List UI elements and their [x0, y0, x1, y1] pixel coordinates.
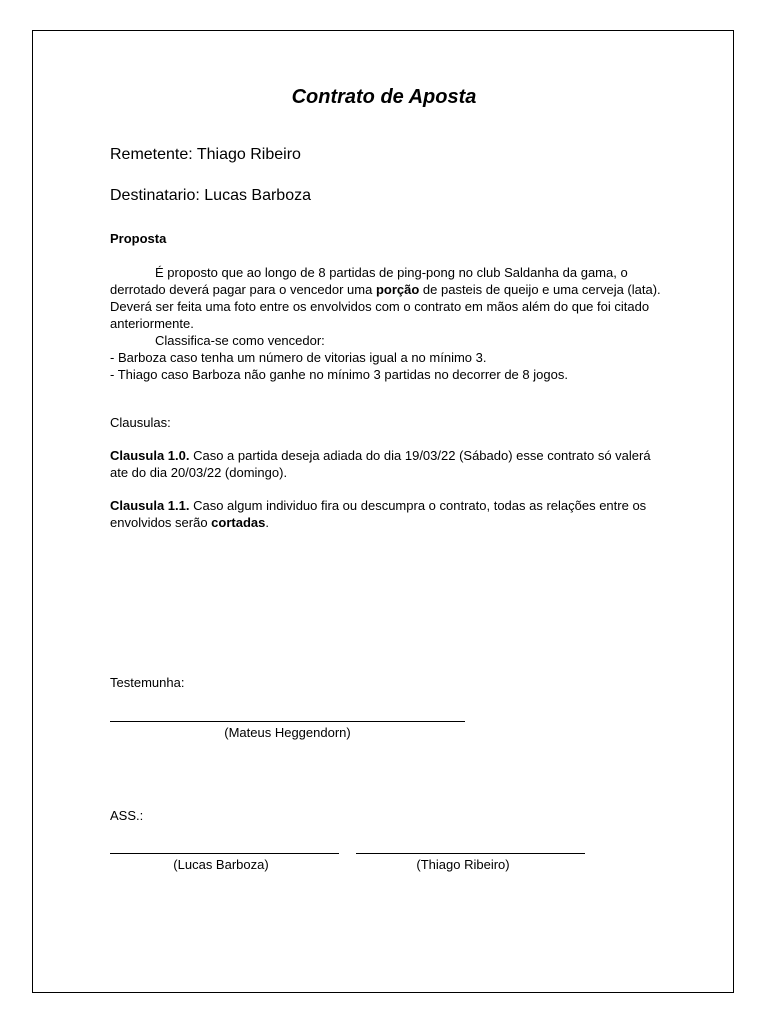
winner-intro: Classifica-se como vencedor: — [155, 333, 325, 348]
clause-1-0-text: Caso a partida deseja adiada do dia 19/03/22 (Sábado) esse contrato só valerá ate do dia 20/03/22 (domingo). — [110, 448, 651, 480]
proposal-bold-porcao: porção — [375, 282, 420, 297]
clause-1-0 — [110, 447, 662, 481]
witness-signature-line — [110, 721, 465, 722]
winner-condition-2: - Thiago caso Barboza não ganhe no mínimo 3 partidas no decorrer de 8 jogos. — [110, 367, 568, 382]
proposal-text-part-2: de pasteis de queijo e uma cerveja (lata). Deverá ser feita uma foto entre os envolvidos com o contrato em mãos além do que foi citado anteriormente. — [110, 282, 661, 331]
signature-name-thiago: (Thiago Ribeiro) — [416, 857, 510, 872]
recipient-line: Destinatario: Lucas Barboza — [110, 187, 311, 204]
witness-name: (Mateus Heggendorn) — [224, 725, 351, 740]
signature-line-lucas — [110, 853, 339, 854]
document-title: Contrato de Aposta — [291, 86, 477, 108]
proposal-heading: Proposta — [110, 231, 167, 246]
winner-condition-1: - Barboza caso tenha um número de vitorias igual a no mínimo 3. — [110, 350, 487, 365]
clause-1-1-text-b: . — [265, 515, 269, 530]
clause-1-1-text-a: Caso algum individuo fira ou descumpra o contrato, todas as relações entre os envolvidos serão — [110, 498, 647, 530]
clause-1-1 — [110, 497, 662, 531]
signature-name-lucas: (Lucas Barboza) — [173, 857, 269, 872]
clause-1-1-bold-cortadas: cortadas — [211, 515, 266, 530]
document-page — [32, 30, 734, 993]
witness-label: Testemunha: — [110, 675, 185, 690]
clauses-heading: Clausulas: — [110, 415, 171, 430]
sender-line: Remetente: Thiago Ribeiro — [110, 146, 301, 163]
proposal-paragraph — [110, 264, 662, 332]
clause-1-1-label: Clausula 1.1. — [110, 498, 190, 513]
signature-line-thiago — [356, 853, 585, 854]
proposal-text-part-1: É proposto que ao longo de 8 partidas de ping-pong no club Saldanha da gama, o derrotado deverá pagar para o vencedor uma — [110, 265, 628, 297]
signatures-label: ASS.: — [110, 808, 144, 823]
clause-1-0-label: Clausula 1.0. — [110, 448, 190, 463]
